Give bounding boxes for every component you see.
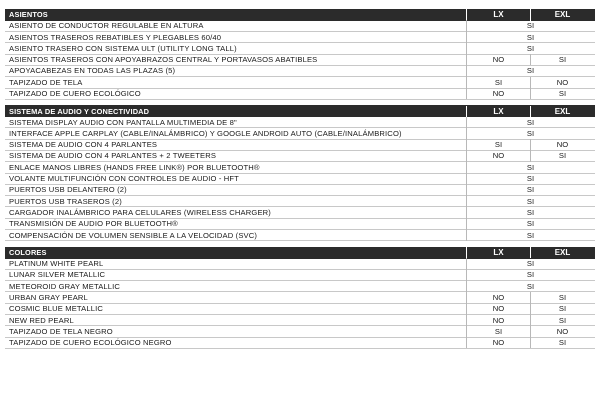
table-row (5, 292, 595, 303)
feature-label: ASIENTO TRASERO CON SISTEMA ULT (UTILITY LONG TALL) (9, 43, 237, 53)
value-exl: SI (530, 292, 594, 303)
value-all-trims: SI (466, 43, 594, 54)
value-lx: NO (466, 337, 530, 348)
feature-label: TAPIZADO DE CUERO ECOLÓGICO NEGRO (9, 338, 172, 348)
feature-label: ASIENTOS TRASEROS CON APOYABRAZOS CENTRAL Y PORTAVASOS ABATIBLES (9, 55, 318, 65)
table-row (5, 117, 595, 128)
section-rows (5, 117, 595, 241)
section-header (5, 105, 595, 117)
column-header-lx: LX (466, 247, 530, 258)
value-all-trims: SI (466, 32, 594, 43)
table-row (5, 55, 595, 66)
section-title: SISTEMA DE AUDIO Y CONECTIVIDAD (9, 106, 150, 116)
section-audio (5, 105, 595, 241)
feature-label: PUERTOS USB TRASEROS (2) (9, 196, 122, 206)
table-row (5, 66, 595, 77)
feature-label: SISTEMA DE AUDIO CON 4 PARLANTES (9, 140, 158, 150)
table-row (5, 151, 595, 162)
table-row (5, 326, 595, 337)
value-all-trims: SI (466, 207, 594, 218)
value-exl: SI (530, 303, 594, 314)
feature-label: PLATINUM WHITE PEARL (9, 259, 104, 269)
feature-label: TAPIZADO DE TELA (9, 77, 83, 87)
value-lx: NO (466, 88, 530, 99)
section-colores (5, 247, 595, 349)
value-lx: NO (466, 54, 530, 65)
feature-label: TRANSMISIÓN DE AUDIO POR BLUETOOTH® (9, 219, 178, 229)
table-row (5, 89, 595, 100)
value-all-trims: SI (466, 196, 594, 207)
feature-label: ENLACE MANOS LIBRES (HANDS FREE LINK®) POR BLUETOOTH® (9, 162, 260, 172)
value-all-trims: SI (466, 184, 594, 195)
value-all-trims: SI (466, 230, 594, 241)
table-row (5, 281, 595, 292)
feature-label: URBAN GRAY PEARL (9, 292, 88, 302)
section-header (5, 9, 595, 21)
value-exl: SI (530, 337, 594, 348)
feature-label: TAPIZADO DE CUERO ECOLÓGICO (9, 89, 141, 99)
section-asientos (5, 9, 595, 100)
feature-label: INTERFACE APPLE CARPLAY (CABLE/INALÁMBRICO) Y GOOGLE ANDROID AUTO (CABLE/INALÁMBRICO) (9, 128, 402, 138)
table-row (5, 315, 595, 326)
table-row (5, 219, 595, 230)
spec-sheet (5, 9, 595, 349)
feature-label: METEOROID GRAY METALLIC (9, 281, 121, 291)
value-exl: SI (530, 315, 594, 326)
value-all-trims: SI (466, 269, 594, 280)
column-header-lx: LX (466, 106, 530, 117)
value-exl: NO (530, 326, 594, 337)
feature-label: SISTEMA DE AUDIO CON 4 PARLANTES + 2 TWEETERS (9, 151, 217, 161)
feature-label: NEW RED PEARL (9, 315, 74, 325)
feature-label: LUNAR SILVER METALLIC (9, 270, 106, 280)
table-row (5, 162, 595, 173)
table-row (5, 207, 595, 218)
value-lx: NO (466, 292, 530, 303)
feature-label: CARGADOR INALÁMBRICO PARA CELULARES (WIRELESS CHARGER) (9, 207, 271, 217)
feature-label: SISTEMA DISPLAY AUDIO CON PANTALLA MULTIMEDIA DE 8" (9, 117, 237, 127)
table-row (5, 230, 595, 241)
value-exl: NO (530, 77, 594, 88)
section-title: ASIENTOS (9, 10, 48, 20)
feature-label: ASIENTOS TRASEROS REBATIBLES Y PLEGABLES 60/40 (9, 32, 222, 42)
feature-label: VOLANTE MULTIFUNCIÓN CON CONTROLES DE AUDIO - HFT (9, 174, 239, 184)
value-all-trims: SI (466, 281, 594, 292)
table-row (5, 304, 595, 315)
table-row (5, 259, 595, 270)
feature-label: ASIENTO DE CONDUCTOR REGULABLE EN ALTURA (9, 21, 204, 31)
value-all-trims: SI (466, 162, 594, 173)
value-all-trims: SI (466, 258, 594, 269)
column-header-exl: EXL (530, 247, 594, 258)
column-header-exl: EXL (530, 9, 594, 20)
section-rows (5, 21, 595, 100)
table-row (5, 21, 595, 32)
value-all-trims: SI (466, 173, 594, 184)
feature-label: TAPIZADO DE TELA NEGRO (9, 326, 113, 336)
value-lx: SI (466, 326, 530, 337)
value-exl: SI (530, 150, 594, 161)
table-row (5, 174, 595, 185)
value-lx: NO (466, 303, 530, 314)
table-row (5, 196, 595, 207)
value-all-trims: SI (466, 20, 594, 31)
column-header-lx: LX (466, 9, 530, 20)
value-lx: SI (466, 139, 530, 150)
table-row (5, 128, 595, 139)
table-row (5, 270, 595, 281)
table-row (5, 140, 595, 151)
value-all-trims: SI (466, 117, 594, 128)
section-rows (5, 259, 595, 349)
section-header (5, 247, 595, 259)
table-row (5, 32, 595, 43)
table-row (5, 43, 595, 54)
section-title: COLORES (9, 247, 47, 257)
feature-label: COMPENSACIÓN DE VOLUMEN SENSIBLE A LA VELOCIDAD (SVC) (9, 230, 258, 240)
value-all-trims: SI (466, 218, 594, 229)
feature-label: PUERTOS USB DELANTERO (2) (9, 185, 127, 195)
value-lx: NO (466, 315, 530, 326)
value-exl: SI (530, 88, 594, 99)
column-header-exl: EXL (530, 106, 594, 117)
value-lx: SI (466, 77, 530, 88)
value-all-trims: SI (466, 65, 594, 76)
feature-label: COSMIC BLUE METALLIC (9, 304, 104, 314)
value-exl: SI (530, 54, 594, 65)
table-row (5, 185, 595, 196)
table-row (5, 77, 595, 88)
table-row (5, 338, 595, 349)
value-lx: NO (466, 150, 530, 161)
feature-label: APOYACABEZAS EN TODAS LAS PLAZAS (5) (9, 66, 176, 76)
value-all-trims: SI (466, 128, 594, 139)
value-exl: NO (530, 139, 594, 150)
